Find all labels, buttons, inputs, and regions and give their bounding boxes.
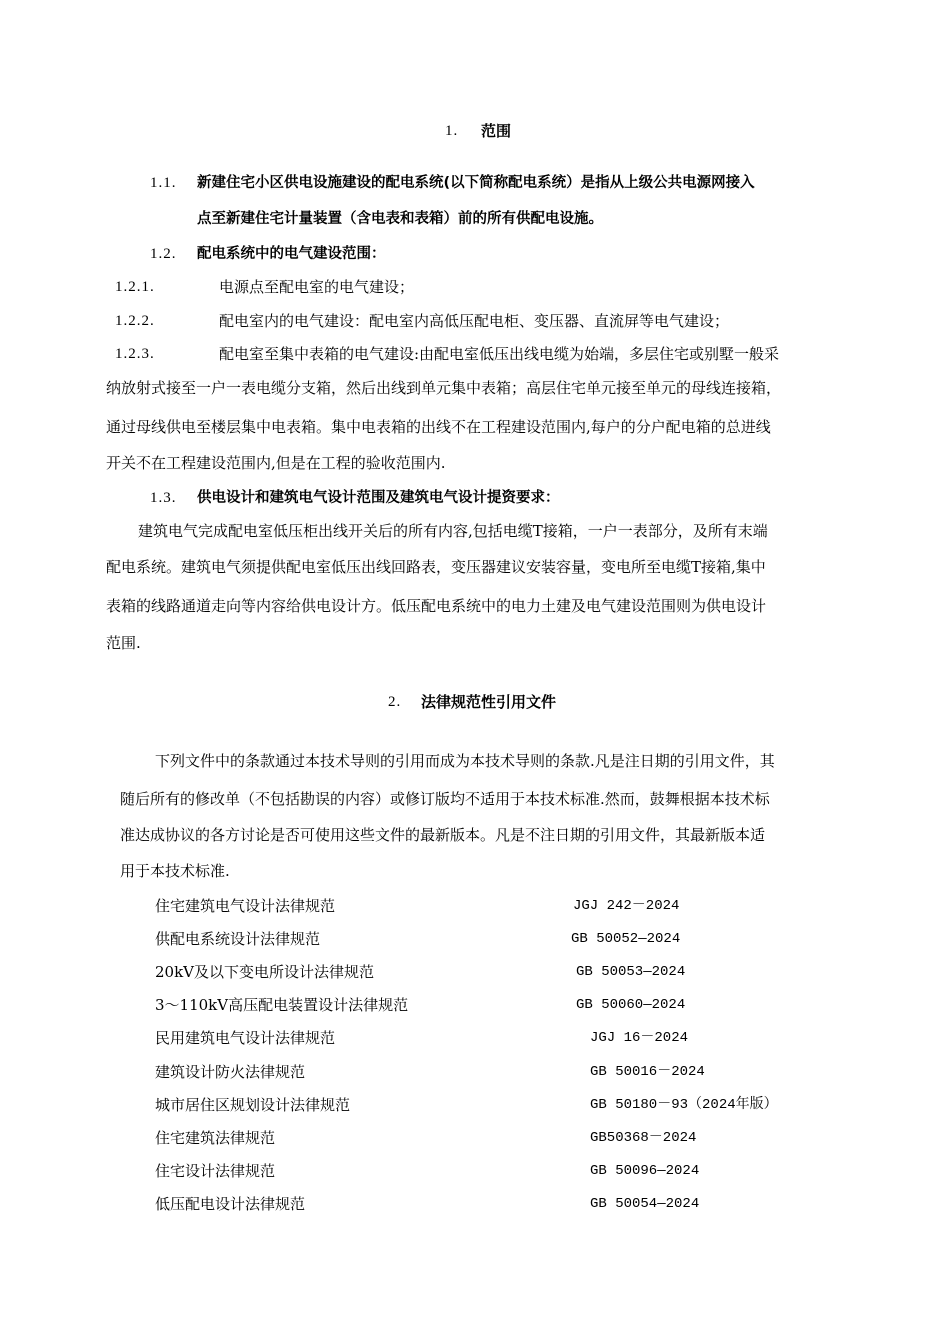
clause-1-3-line1: 建筑电气完成配电室低压柜出线开关后的所有内容,包括电缆T接箱，一户一表部分，及所有末端 [138,522,768,540]
reference-code: JGJ 242－2024 [573,898,680,914]
section-2-para-line3: 准达成协议的各方讨论是否可使用这些文件的最新版本。凡是不注日期的引用文件，其最新版本适 [120,826,766,844]
clause-1-3-line2: 配电系统。建筑电气须提供配电室低压出线回路表，变压器建议安装容量，变电所至电缆T接箱,集中 [106,558,766,576]
reference-code: GB50368－2024 [590,1130,697,1146]
clause-1-2-3-line2: 纳放射式接至一户一表电缆分支箱，然后出线到单元集中表箱；高层住宅单元接至单元的母线连接箱， [106,379,782,397]
reference-name: 住宅建筑电气设计法律规范 [155,897,336,915]
clause-1-2-1-text: 电源点至配电室的电气建设； [219,278,415,296]
reference-name: 低压配电设计法律规范 [155,1195,306,1213]
clause-1-2-3-number: 1.2.3. [115,346,155,362]
reference-name: 供配电系统设计法律规范 [155,930,321,948]
clause-1-3-title: 供电设计和建筑电气设计范围及建筑电气设计提资要求： [197,490,560,506]
clause-1-2-3-line1: 配电室至集中表箱的电气建设:由配电室低压出线电缆为始端，多层住宅或别墅一般采 [219,345,780,363]
reference-code: GB 50054—2024 [590,1196,700,1212]
clause-1-2-number: 1.2. [150,246,177,262]
reference-name: 20kV及以下变电所设计法律规范 [155,963,375,981]
reference-code: GB 50060—2024 [576,997,686,1013]
clause-1-2-text: 配电系统中的电气建设范围： [197,246,386,262]
reference-code: GB 50180－93（2024年版） [590,1097,778,1113]
clause-1-2-1-number: 1.2.1. [115,279,155,295]
reference-code: JGJ 16－2024 [590,1030,689,1046]
section-2-title: 法律规范性引用文件 [421,693,557,711]
reference-code: GB 50053—2024 [576,964,686,980]
section-2-para-line1: 下列文件中的条款通过本技术导则的引用而成为本技术导则的条款.凡是注日期的引用文件，其 [155,752,775,770]
clause-1-2-3-line3: 通过母线供电至楼层集中电表箱。集中电表箱的出线不在工程建设范围内,每户的分户配电箱的总进线 [106,418,771,436]
clause-1-1-line2: 点至新建住宅计量装置（含电表和表箱）前的所有供配电设施。 [197,211,603,227]
section-1-title: 范围 [481,122,512,140]
reference-code: GB 50052—2024 [571,931,681,947]
reference-name: 住宅建筑法律规范 [155,1129,276,1147]
section-2-number: 2. [388,694,402,710]
clause-1-2-2-text: 配电室内的电气建设：配电室内高低压配电柜、变压器、直流屏等电气建设； [219,312,730,330]
reference-code: GB 50016－2024 [590,1064,705,1080]
clause-1-1-number: 1.1. [150,175,177,191]
reference-name: 住宅设计法律规范 [155,1162,276,1180]
clause-1-3-number: 1.3. [150,490,177,506]
clause-1-3-line4: 范围. [106,634,141,652]
section-1-number: 1. [445,123,459,139]
section-2-para-line2: 随后所有的修改单（不包括勘误的内容）或修订版均不适用于本技术标准.然而，鼓舞根据本技术标 [120,790,770,808]
clause-1-2-2-number: 1.2.2. [115,313,155,329]
clause-1-2-3-line4: 开关不在工程建设范围内,但是在工程的验收范围内. [106,454,446,472]
reference-name: 3～110kV高压配电装置设计法律规范 [155,996,409,1014]
reference-name: 民用建筑电气设计法律规范 [155,1029,336,1047]
reference-name: 建筑设计防火法律规范 [155,1063,306,1081]
clause-1-3-line3: 表箱的线路通道走向等内容给供电设计方。低压配电系统中的电力土建及电气建设范围则为供电设计 [106,597,767,615]
clause-1-1-line1: 新建住宅小区供电设施建设的配电系统(以下简称配电系统）是指从上级公共电源网接入 [197,175,755,191]
reference-code: GB 50096—2024 [590,1163,700,1179]
reference-name: 城市居住区规划设计法律规范 [155,1096,351,1114]
section-2-para-line4: 用于本技术标准. [120,862,230,880]
